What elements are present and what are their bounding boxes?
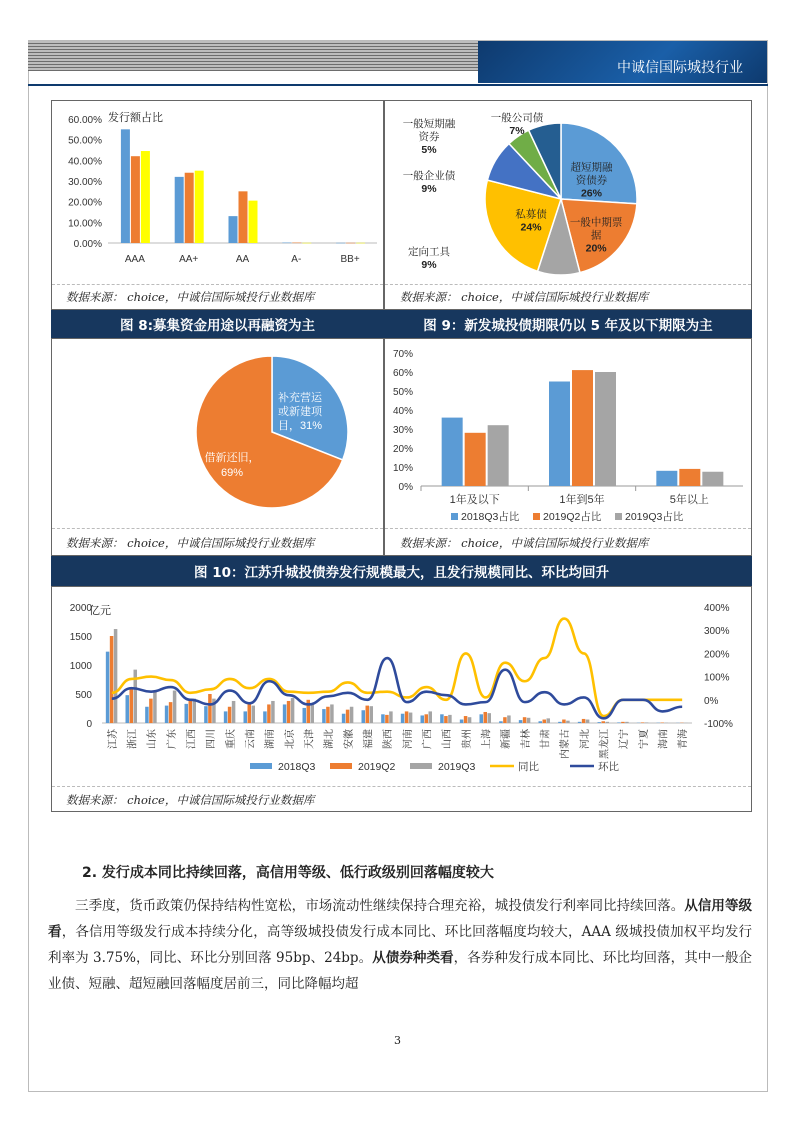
bar [385, 715, 389, 723]
panel-fig10 [51, 586, 752, 812]
bar [566, 721, 570, 723]
y-right-tick-label: 300% [704, 626, 730, 638]
y-left-tick-label: 0 [86, 719, 92, 730]
bar [114, 629, 118, 723]
bar [381, 714, 385, 723]
bar [499, 721, 503, 723]
slice-label: 目，31% [277, 420, 323, 432]
bar [370, 706, 374, 723]
source-note: 数据来源： choice，中诚信国际城投行业数据库 [400, 290, 649, 304]
slice-label: 私募债 [515, 208, 547, 221]
x-tick-label: 山东 [147, 729, 159, 749]
y-tick-label: 30% [392, 425, 413, 436]
bar [641, 722, 645, 723]
bar [287, 701, 291, 723]
bar [409, 713, 413, 723]
para-text-3: ，各券种发行成本同比、环比均回落，其中一般企业债、短融、超短融回落幅度居前三，同比降幅均超 [48, 950, 753, 992]
header-rule [28, 84, 768, 86]
x-tick-label: 甘肃 [540, 729, 552, 749]
header-brand [478, 41, 767, 83]
legend-label: 2019Q2 [358, 761, 396, 773]
fig8-caption: 图 8:募集资金用途以再融资为主 [51, 310, 384, 338]
panel-issue-share [51, 100, 384, 310]
x-tick-label: 黑龙江 [599, 729, 611, 759]
legend-label: 同比 [518, 761, 539, 773]
bar [606, 722, 610, 723]
x-tick-label: AAA [124, 254, 145, 265]
slice-percent: 7% [509, 125, 525, 137]
y-left-tick-label: 1000 [69, 661, 92, 672]
x-tick-label: 安徽 [343, 729, 355, 749]
bar [153, 691, 157, 723]
bar [165, 706, 169, 723]
y-tick-label: 60% [392, 368, 413, 379]
bar [539, 721, 543, 723]
y-tick-label: 0.00% [73, 239, 102, 250]
x-tick-label: 浙江 [127, 729, 139, 749]
y-tick-label: 50.00% [68, 135, 102, 147]
x-tick-label: 云南 [245, 729, 257, 749]
bar [362, 710, 366, 723]
legend-label: 2018Q3占比 [461, 511, 520, 523]
bar [440, 714, 444, 723]
slice-label: 69% [220, 467, 244, 479]
slice-percent: 20% [585, 242, 607, 255]
source-note: 数据来源： choice，中诚信国际城投行业数据库 [66, 536, 315, 550]
bar [145, 707, 149, 723]
bar [356, 243, 365, 244]
fig10-caption: 图 10：江苏升城投债券发行规模最大，且发行规模同比、环比均回升 [51, 556, 752, 586]
para-text-1: 三季度，货币政策仍保持结构性宽松，市场流动性继续保持合理充裕，城投债发行利率同比持续回落。 [75, 898, 685, 914]
legend-swatch [410, 763, 432, 769]
fig10-chart [52, 587, 753, 782]
slice-percent: 24% [520, 221, 542, 234]
x-tick-label: 福建 [363, 729, 375, 749]
slice-percent: 9% [421, 259, 437, 271]
chart-title: 发行额占比 [108, 112, 163, 124]
bar [562, 720, 566, 723]
bar [572, 370, 593, 486]
legend-label: 2019Q3 [438, 761, 476, 773]
source-note: 数据来源： choice，中诚信国际城投行业数据库 [66, 290, 315, 304]
slice-label: 补充营运 [278, 392, 322, 404]
x-tick-label: 湖北 [324, 729, 336, 749]
bar [239, 191, 248, 243]
y-tick-label: 10% [392, 463, 413, 474]
bar [429, 711, 433, 723]
slice-percent: 9% [421, 183, 437, 195]
y-right-tick-label: 0% [704, 695, 719, 707]
x-tick-label: 吉林 [520, 729, 532, 749]
bar [444, 716, 448, 723]
legend-label: 环比 [598, 761, 619, 773]
x-tick-label: 陕西 [383, 729, 395, 749]
y-tick-label: 30.00% [68, 177, 102, 188]
y-left-tick-label: 500 [75, 690, 92, 701]
x-tick-label: 1年及以下 [449, 494, 500, 506]
x-tick-label: 山西 [442, 729, 454, 749]
source-note: 数据来源： choice，中诚信国际城投行业数据库 [66, 793, 315, 807]
bar [350, 707, 354, 723]
source-divider [52, 528, 383, 529]
bar [263, 711, 267, 723]
slice-label: 超短期融 [570, 161, 613, 174]
slice-label: 或新建项 [278, 406, 322, 418]
bar [679, 469, 700, 486]
legend-label: 2019Q2占比 [543, 511, 602, 523]
legend-label: 2019Q3占比 [625, 511, 684, 523]
bar [488, 425, 509, 486]
bar [311, 704, 315, 723]
y-left-tick-label: 2000 [69, 603, 92, 614]
bar [283, 704, 287, 723]
bar [175, 177, 184, 243]
bar [425, 714, 429, 723]
bar [448, 715, 452, 723]
x-tick-label: 四川 [206, 729, 218, 749]
x-tick-label: 辽宁 [619, 729, 631, 749]
bar [121, 129, 130, 243]
legend-swatch [250, 763, 272, 769]
series-line [112, 658, 682, 718]
bar [193, 699, 197, 723]
bar [617, 722, 621, 723]
x-tick-label: AA+ [179, 254, 199, 265]
bar [523, 717, 527, 723]
bar [252, 706, 256, 723]
y-tick-label: 10.00% [68, 218, 102, 230]
bar [549, 382, 570, 487]
y-tick-label: 20% [392, 444, 413, 455]
bar [625, 722, 629, 723]
panel-bond-types [384, 100, 752, 310]
source-note: 数据来源： choice，中诚信国际城投行业数据库 [400, 536, 649, 550]
bar [480, 714, 484, 723]
legend-label: 2018Q3 [278, 761, 316, 773]
slice-label: 资债券 [575, 174, 608, 187]
bar [110, 636, 114, 723]
legend-swatch [533, 513, 540, 520]
bar [595, 372, 616, 486]
bar [389, 711, 393, 723]
x-tick-label: 江西 [186, 729, 198, 749]
bar [189, 699, 193, 723]
y-tick-label: 0% [398, 482, 413, 493]
bar [126, 695, 130, 723]
page-number: 3 [394, 1034, 401, 1047]
x-tick-label: 青海 [678, 729, 690, 749]
bar [346, 243, 355, 244]
bar [271, 701, 275, 723]
unit-label: 亿元 [89, 605, 111, 617]
bar [702, 472, 723, 486]
x-tick-label: 河北 [579, 729, 591, 749]
x-tick-label: 湖南 [265, 729, 277, 749]
slice-label: 资券 [418, 131, 440, 143]
bar [249, 201, 258, 243]
y-tick-label: 20.00% [68, 197, 102, 209]
bar [586, 720, 590, 723]
bar [582, 719, 586, 723]
y-right-tick-label: 400% [704, 603, 730, 614]
bar [173, 691, 177, 723]
issue-share-chart [52, 101, 385, 286]
bar [578, 722, 582, 723]
bar [527, 718, 531, 723]
bar [488, 713, 492, 723]
source-divider [52, 786, 751, 787]
bar [645, 722, 649, 723]
bar [195, 171, 204, 243]
bar [366, 706, 370, 723]
x-tick-label: 贵州 [461, 729, 473, 749]
fig8-pie [52, 339, 385, 529]
slice-label: 借新还旧， [204, 452, 260, 464]
x-tick-label: 北京 [284, 729, 296, 749]
slice-label: 一般公司债 [490, 112, 544, 124]
bar [229, 216, 238, 243]
fig9-chart [385, 339, 753, 529]
bar [468, 717, 472, 723]
fig9-caption: 图 9：新发城投债期限仍以 5 年及以下期限为主 [384, 310, 752, 338]
y-tick-label: 60.00% [68, 115, 102, 126]
bar [326, 707, 330, 723]
x-tick-label: 5年以上 [669, 494, 709, 506]
bar [503, 717, 507, 723]
bar [342, 714, 346, 723]
y-tick-label: 70% [392, 349, 413, 360]
bar [621, 722, 625, 723]
y-right-tick-label: 100% [704, 672, 730, 684]
x-tick-label: 新疆 [501, 729, 513, 749]
bar [507, 715, 511, 723]
y-tick-label: 40% [392, 406, 413, 417]
bar [346, 710, 350, 723]
slice-label: 据 [590, 229, 602, 242]
para-bold-2: 从债券种类看 [372, 950, 454, 966]
slice-label: 一般企业债 [402, 170, 456, 182]
body-paragraph [48, 893, 752, 997]
bar [465, 433, 486, 486]
x-tick-label: 海南 [658, 729, 670, 749]
bar [228, 707, 232, 723]
slice-label: 一般短期融 [402, 118, 456, 130]
bar [208, 694, 212, 723]
x-tick-label: 河南 [402, 729, 414, 749]
x-tick-label: 上海 [481, 729, 493, 749]
source-divider [385, 284, 751, 285]
legend-swatch [330, 763, 352, 769]
header-brand-text: 中诚信国际城投行业 [617, 59, 743, 75]
bar [130, 688, 134, 723]
source-divider [52, 284, 383, 285]
bar [656, 471, 677, 486]
bar [602, 721, 606, 723]
bar [484, 712, 488, 723]
panel-fig9 [384, 338, 752, 556]
bar [558, 722, 562, 723]
x-tick-label: BB+ [340, 254, 360, 265]
x-tick-label: 广东 [166, 729, 178, 749]
bar [169, 702, 173, 723]
x-tick-label: 重庆 [225, 729, 237, 749]
bar [267, 704, 271, 723]
slice-label: 一般中期票 [569, 216, 623, 229]
legend-swatch [451, 513, 458, 520]
bar [547, 718, 551, 723]
source-divider [385, 528, 751, 529]
bar [248, 703, 252, 723]
bar [330, 704, 334, 723]
bar [401, 714, 405, 723]
x-tick-label: A- [291, 254, 302, 265]
header-stripes [28, 41, 480, 71]
bar [185, 173, 194, 243]
y-tick-label: 50% [392, 387, 413, 398]
bar [442, 418, 463, 486]
slice-percent: 5% [421, 144, 437, 156]
bar [303, 708, 307, 723]
bar [141, 151, 150, 243]
x-tick-label: 广西 [422, 729, 434, 749]
para-bold-1: 从信用等级看 [48, 898, 753, 940]
bar [464, 716, 468, 723]
bar [336, 243, 345, 244]
x-tick-label: 1年到5年 [559, 494, 605, 506]
x-tick-label: AA [235, 254, 250, 265]
panel-fig8 [51, 338, 384, 556]
x-tick-label: 天津 [304, 729, 316, 749]
bar [405, 711, 409, 723]
bar [598, 722, 602, 723]
bar [421, 715, 425, 723]
slice-label: 定向工具 [408, 246, 450, 258]
legend-swatch [615, 513, 622, 520]
bar [322, 709, 326, 723]
bar [106, 652, 110, 723]
y-left-tick-label: 1500 [69, 632, 92, 643]
x-tick-label: 江苏 [107, 729, 119, 749]
bar [131, 156, 140, 243]
para-text-2: ，各信用等级发行成本持续分化，高等级城投债发行成本同比、环比回落幅度均较大，AAA 级城投债加权平均发行利率为 3.75%，同比、环比分别回落 95bp、24bp。 [48, 924, 752, 966]
bar [204, 706, 208, 723]
bar [282, 243, 291, 244]
bar [149, 699, 153, 723]
bar [302, 243, 311, 244]
bar [232, 701, 236, 723]
bar [244, 711, 248, 723]
bar [291, 698, 295, 723]
y-right-tick-label: 200% [704, 649, 730, 661]
bar [185, 704, 189, 723]
section-heading: 2. 发行成本同比持续回落，高信用等级、低行政级别回落幅度较大 [82, 865, 494, 881]
bar [519, 720, 523, 723]
y-tick-label: 40.00% [68, 156, 102, 168]
bar [292, 243, 301, 244]
y-right-tick-label: -100% [704, 719, 733, 730]
x-tick-label: 宁夏 [638, 729, 650, 749]
bar [224, 711, 228, 723]
bar [543, 720, 547, 723]
bar [460, 720, 464, 723]
bond-types-pie [385, 101, 753, 286]
slice-percent: 26% [580, 187, 602, 200]
x-tick-label: 内蒙古 [560, 729, 572, 759]
